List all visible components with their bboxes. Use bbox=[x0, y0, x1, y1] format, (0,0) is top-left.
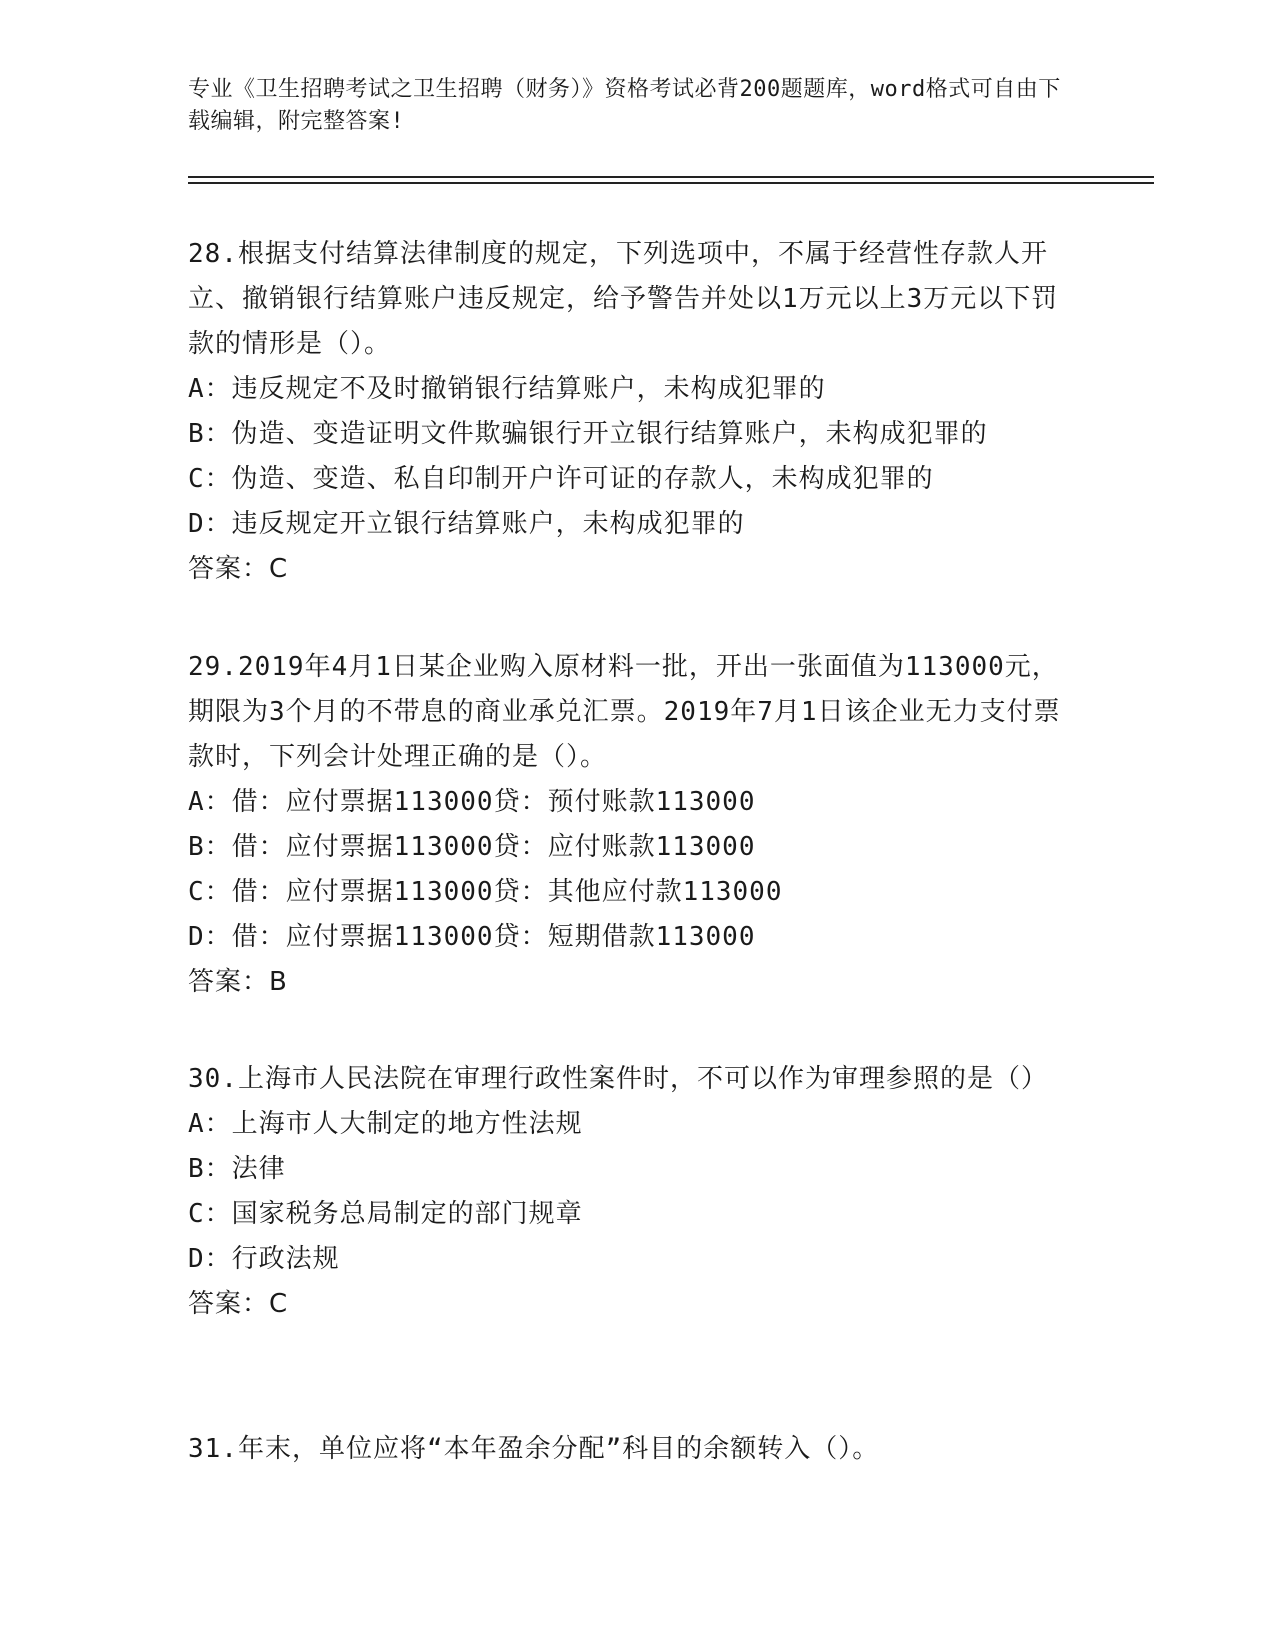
option-d: D：借：应付票据113000贷：短期借款113000 bbox=[188, 922, 756, 952]
option-d: D：行政法规 bbox=[188, 1244, 340, 1274]
header-text: 专业《卫生招聘考试之卫生招聘（财务）》资格考试必背200题题库，word格式可自由下载编辑，附完整答案! bbox=[188, 77, 1061, 134]
option-a: A：违反规定不及时撤销银行结算账户，未构成犯罪的 bbox=[188, 374, 826, 404]
answer: 答案：C bbox=[188, 554, 289, 584]
question-stem: 28.根据支付结算法律制度的规定，下列选项中，不属于经营性存款人开立、撤销银行结算账户违反规定，给予警告并处以1万元以上3万元以下罚款的情形是（）。 bbox=[188, 239, 1059, 359]
question-stem: 31.年末，单位应将“本年盈余分配”科目的余额转入（）。 bbox=[188, 1434, 880, 1464]
question-30 bbox=[188, 1057, 1078, 1327]
answer: 答案：C bbox=[188, 1289, 289, 1319]
question-stem: 29.2019年4月1日某企业购入原材料一批，开出一张面值为113000元，期限为3个月的不带息的商业承兑汇票。2019年7月1日该企业无力支付票款时，下列会计处理正确的是（）。 bbox=[188, 652, 1061, 772]
option-a: A：借：应付票据113000贷：预付账款113000 bbox=[188, 787, 756, 817]
question-28 bbox=[188, 232, 1078, 592]
header-rule-top bbox=[188, 176, 1154, 178]
question-31 bbox=[188, 1427, 1078, 1472]
document-header bbox=[188, 74, 1078, 138]
option-c: C：借：应付票据113000贷：其他应付款113000 bbox=[188, 877, 783, 907]
option-b: B：伪造、变造证明文件欺骗银行开立银行结算账户，未构成犯罪的 bbox=[188, 419, 988, 449]
option-c: C：伪造、变造、私自印制开户许可证的存款人，未构成犯罪的 bbox=[188, 464, 934, 494]
question-stem: 30.上海市人民法院在审理行政性案件时，不可以作为审理参照的是（） bbox=[188, 1064, 1048, 1094]
answer: 答案：B bbox=[188, 967, 288, 997]
header-rule-bottom bbox=[188, 182, 1154, 184]
option-d: D：违反规定开立银行结算账户，未构成犯罪的 bbox=[188, 509, 745, 539]
option-c: C：国家税务总局制定的部门规章 bbox=[188, 1199, 583, 1229]
question-29 bbox=[188, 645, 1078, 1005]
option-b: B：法律 bbox=[188, 1154, 286, 1184]
option-b: B：借：应付票据113000贷：应付账款113000 bbox=[188, 832, 756, 862]
option-a: A：上海市人大制定的地方性法规 bbox=[188, 1109, 583, 1139]
